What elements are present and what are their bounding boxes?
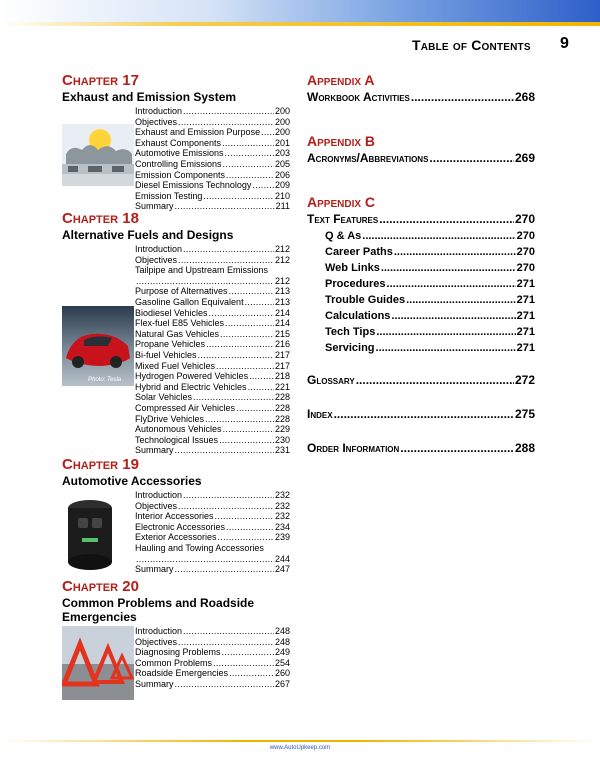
toc-entry[interactable]: [135, 117, 290, 128]
entry-title: Calculations: [325, 310, 391, 322]
dot-leader: [218, 532, 274, 543]
entry-page: 221: [274, 381, 290, 392]
photo-credit: Photo: Tesla: [88, 377, 122, 383]
entry-title: Text Features: [307, 212, 379, 226]
toc-entry[interactable]: [307, 406, 535, 423]
toc-entry[interactable]: [135, 522, 290, 533]
entry-title: Introduction: [135, 626, 183, 636]
dot-leader: [203, 191, 274, 202]
dot-leader: [394, 244, 516, 260]
appendix-a: [307, 72, 535, 106]
dot-leader: [178, 501, 274, 512]
dot-leader: [225, 148, 274, 159]
toc-entry[interactable]: [135, 414, 290, 425]
chapter-label: Chapter 17: [62, 72, 139, 89]
entry-title: Technological Issues: [135, 434, 219, 445]
chapter-19-entries: [135, 490, 290, 575]
entry-title: Mixed Fuel Vehicles: [135, 360, 216, 371]
dot-leader: [261, 127, 274, 138]
entry-title: Exhaust Components: [135, 137, 222, 148]
toc-entry[interactable]: [135, 170, 290, 181]
dot-leader: [381, 260, 516, 276]
entry-title: Q & As: [325, 230, 362, 242]
entry-title: Autonomous Vehicles: [135, 424, 222, 435]
entry-title: Summary: [135, 564, 174, 575]
entry-title: Hauling and Towing Accessories: [135, 542, 264, 553]
toc-entry[interactable]: [135, 424, 290, 435]
entry-title: Compressed Air Vehicles: [135, 402, 236, 413]
entry-page: 244: [274, 553, 290, 564]
dot-leader: [183, 244, 274, 255]
dot-leader: [249, 371, 274, 382]
entry-title: Procedures: [325, 278, 386, 290]
toc-entry[interactable]: [135, 626, 290, 637]
entry-title: Exterior Accessories: [135, 532, 217, 543]
entry-title: Common Problems: [135, 657, 213, 668]
header-band: [0, 0, 600, 22]
toc-entry[interactable]: [135, 403, 290, 414]
dot-leader: [222, 647, 274, 658]
entry-page: 275: [514, 407, 535, 421]
entry-page: 214: [274, 318, 290, 329]
entry-title: Career Paths: [325, 246, 393, 258]
toc-entry[interactable]: [135, 297, 290, 308]
entry-page: 268: [514, 90, 535, 104]
dot-leader: [198, 350, 274, 361]
entry-page: 239: [274, 532, 290, 543]
dot-leader: [205, 414, 274, 425]
toc-subentry[interactable]: [325, 244, 535, 260]
entry-page: 232: [274, 500, 290, 511]
toc-entry[interactable]: [135, 490, 290, 501]
entry-title: Gasoline Gallon Equivalent: [135, 296, 244, 307]
toc-entry[interactable]: [307, 372, 535, 389]
dot-leader: [209, 308, 274, 319]
entry-title: Summary: [135, 445, 174, 456]
toc-entry[interactable]: [135, 265, 290, 286]
toc-entry[interactable]: [135, 329, 290, 340]
entry-page: 271: [516, 278, 535, 290]
text-features-list: [307, 228, 535, 356]
toc-entry[interactable]: [135, 361, 290, 372]
entry-title: Tech Tips: [325, 326, 376, 338]
dot-leader: [222, 138, 274, 149]
appendix-label: Appendix B: [307, 133, 376, 149]
entry-page: 234: [274, 521, 290, 532]
toc-entry[interactable]: [135, 371, 290, 382]
toc-entry[interactable]: [135, 255, 290, 266]
chapter-17: [62, 72, 292, 210]
dot-leader: [226, 522, 274, 533]
entry-title: Introduction: [135, 244, 183, 254]
appendices-column: [307, 72, 535, 474]
dot-leader: [178, 637, 274, 648]
entry-page: 247: [274, 564, 290, 575]
dot-leader: [178, 117, 274, 128]
dot-leader: [226, 170, 274, 181]
toc-entry[interactable]: [135, 679, 290, 690]
back-matter-list: [307, 372, 535, 457]
entry-page: 254: [274, 657, 290, 668]
entry-page: 203: [274, 148, 290, 159]
entry-page: 205: [274, 158, 290, 169]
dot-leader: [400, 440, 514, 457]
header-rule: [0, 22, 600, 26]
entry-title: Summary: [135, 201, 174, 212]
car-icon: [62, 306, 134, 386]
entry-page: 209: [274, 180, 290, 191]
entry-title: Objectives: [135, 116, 178, 127]
entry-page: 249: [274, 647, 290, 658]
entry-title: Automotive Emissions: [135, 148, 224, 159]
dot-leader: [248, 382, 274, 393]
dot-leader: [136, 554, 274, 565]
entry-page: 271: [516, 342, 535, 354]
entry-leader-line: [135, 554, 290, 565]
toc-entry[interactable]: [135, 564, 290, 575]
entry-title: Introduction: [135, 106, 183, 116]
entry-title: Glossary: [307, 373, 355, 387]
entry-page: 200: [274, 106, 290, 116]
entry-title: Exhaust and Emission Purpose: [135, 127, 261, 138]
dot-leader: [229, 286, 274, 297]
entry-page: 270: [516, 262, 535, 274]
entry-page: 213: [274, 296, 290, 307]
entry-title: Acronyms/Abbreviations: [307, 151, 429, 165]
dot-leader: [175, 679, 274, 690]
entry-title: Order Information: [307, 441, 400, 455]
entry-title: Emission Components: [135, 169, 226, 180]
appendix-c: [307, 194, 535, 356]
entry-title: Controlling Emissions: [135, 158, 222, 169]
chapters-column: [62, 72, 292, 690]
entry-page: 232: [274, 490, 290, 500]
entry-page: 272: [514, 373, 535, 387]
toc-entry[interactable]: [135, 501, 290, 512]
footer-url[interactable]: www.AutoUpkeep.com: [269, 745, 331, 751]
entry-page: 269: [514, 151, 535, 165]
red-car-image: [62, 306, 134, 386]
entry-title: Objectives: [135, 636, 178, 647]
toc-entry[interactable]: [307, 440, 535, 457]
dot-leader: [183, 490, 274, 501]
chapter-20: [62, 578, 292, 690]
toc-entry[interactable]: [135, 159, 290, 170]
dot-leader: [193, 392, 274, 403]
entry-title: Diagnosing Problems: [135, 647, 221, 658]
dot-leader: [216, 361, 274, 372]
entry-page: 229: [274, 424, 290, 435]
toc-entry[interactable]: [135, 308, 290, 319]
dot-leader: [236, 403, 274, 414]
entry-page: 231: [274, 445, 290, 456]
entry-page: 267: [274, 678, 290, 689]
entry-page: 214: [274, 307, 290, 318]
dot-leader: [219, 435, 274, 446]
dot-leader: [334, 406, 514, 423]
entry-page: 217: [274, 349, 290, 360]
dot-leader: [183, 106, 274, 117]
entry-page: 230: [274, 434, 290, 445]
toc-subentry[interactable]: [325, 324, 535, 340]
chapter-title: Alternative Fuels and Designs: [62, 228, 234, 242]
entry-page: 270: [514, 212, 535, 226]
entry-page: 248: [274, 626, 290, 636]
appendix-label: Appendix C: [307, 194, 376, 210]
entry-title: Web Links: [325, 262, 380, 274]
entry-title: FlyDrive Vehicles: [135, 413, 205, 424]
entry-page: 213: [274, 286, 290, 297]
toc-entry[interactable]: [135, 445, 290, 456]
warning-triangles-image: [62, 626, 134, 700]
entry-title: Propane Vehicles: [135, 339, 206, 350]
chapter-19: [62, 456, 292, 578]
entry-page: 270: [516, 230, 535, 242]
toc-entry[interactable]: [307, 89, 535, 106]
entry-page: 232: [274, 511, 290, 522]
entry-title: Natural Gas Vehicles: [135, 328, 220, 339]
toc-subentry[interactable]: [325, 340, 535, 356]
dot-leader: [215, 511, 274, 522]
toc-entry[interactable]: [135, 318, 290, 329]
entry-page: 211: [275, 201, 290, 212]
dot-leader: [178, 255, 274, 266]
dot-leader: [252, 180, 274, 191]
toc-subentry[interactable]: [325, 292, 535, 308]
toc-entry[interactable]: [135, 637, 290, 648]
chapter-18-entries: [135, 244, 290, 456]
chapter-label: Chapter 18: [62, 210, 139, 227]
dot-leader: [175, 564, 274, 575]
entry-title: Flex-fuel E85 Vehicles: [135, 318, 225, 329]
entry-title: Biodiesel Vehicles: [135, 307, 208, 318]
dot-leader: [406, 292, 516, 308]
toc-entry[interactable]: [307, 211, 535, 228]
dot-leader: [183, 626, 274, 637]
toc-entry[interactable]: [135, 191, 290, 202]
dot-leader: [387, 276, 516, 292]
toc-entry[interactable]: [135, 543, 290, 564]
toc-subentry[interactable]: [325, 308, 535, 324]
dot-leader: [220, 329, 274, 340]
entry-title: Servicing: [325, 342, 375, 354]
chapter-17-entries: [135, 106, 290, 212]
toc-entry[interactable]: [135, 180, 290, 191]
dot-leader: [376, 324, 515, 340]
dot-leader: [213, 658, 274, 669]
power-inverter-image: [62, 498, 118, 574]
entry-title: Solar Vehicles: [135, 392, 193, 403]
toc-entry[interactable]: [135, 392, 290, 403]
chapter-title: Automotive Accessories: [62, 474, 202, 488]
emission-diagram-image: [62, 124, 134, 186]
dot-leader: [136, 276, 274, 287]
entry-title: Interior Accessories: [135, 511, 214, 522]
entry-page: 201: [274, 137, 290, 148]
dot-leader: [391, 308, 515, 324]
entry-title: Introduction: [135, 490, 183, 500]
appendix-b: [307, 133, 535, 167]
dot-leader: [245, 297, 274, 308]
page-title: Table of Contents: [412, 37, 531, 53]
footer-rule: [0, 740, 600, 742]
toc-subentry[interactable]: [325, 228, 535, 244]
toc-entry[interactable]: [307, 150, 535, 167]
chapter-title: Common Problems and Roadside Emergencies: [62, 596, 255, 624]
toc-subentry[interactable]: [325, 260, 535, 276]
toc-entry[interactable]: [135, 127, 290, 138]
dot-leader: [356, 372, 514, 389]
toc-subentry[interactable]: [325, 276, 535, 292]
toc-entry[interactable]: [135, 658, 290, 669]
page-number: 9: [560, 35, 569, 52]
toc-entry[interactable]: [135, 350, 290, 361]
entry-page: 260: [274, 668, 290, 679]
entry-page: 271: [516, 326, 535, 338]
entry-page: 248: [274, 636, 290, 647]
entry-title: Roadside Emergencies: [135, 668, 229, 679]
entry-page: 288: [514, 441, 535, 455]
entry-title: Purpose of Alternatives: [135, 286, 228, 297]
entry-title: Tailpipe and Upstream Emissions: [135, 265, 269, 276]
entry-title: Electronic Accessories: [135, 521, 226, 532]
entry-title: Summary: [135, 678, 174, 689]
dot-leader: [225, 318, 274, 329]
toc-entry[interactable]: [135, 244, 290, 255]
toc-entry[interactable]: [135, 511, 290, 522]
dot-leader: [229, 668, 274, 679]
entry-page: 218: [274, 371, 290, 382]
entry-title: Index: [307, 407, 333, 421]
entry-page: 217: [274, 360, 290, 371]
chapter-20-entries: [135, 626, 290, 690]
toc-entry[interactable]: [135, 647, 290, 658]
toc-entry[interactable]: [135, 668, 290, 679]
entry-page: 215: [274, 328, 290, 339]
entry-title: Trouble Guides: [325, 294, 406, 306]
entry-page: 228: [274, 413, 290, 424]
entry-page: 206: [274, 169, 290, 180]
entry-page: 228: [274, 402, 290, 413]
dot-leader: [376, 340, 516, 356]
dot-leader: [362, 228, 515, 244]
entry-page: 271: [516, 294, 535, 306]
toc-entry[interactable]: [135, 435, 290, 446]
toc-entry[interactable]: [135, 382, 290, 393]
chapter-label: Chapter 20: [62, 578, 139, 595]
toc-entry[interactable]: [135, 532, 290, 543]
entry-title: Diesel Emissions Technology: [135, 180, 252, 191]
entry-page: 228: [274, 392, 290, 403]
chapter-label: Chapter 19: [62, 456, 139, 473]
dot-leader: [206, 339, 274, 350]
chapter-title: Exhaust and Emission System: [62, 90, 237, 104]
entry-page: 200: [274, 116, 290, 127]
entry-title: Objectives: [135, 254, 178, 265]
entry-page: 212: [274, 275, 290, 286]
entry-title: Emission Testing: [135, 190, 203, 201]
entry-title: Objectives: [135, 500, 178, 511]
appendix-label: Appendix A: [307, 72, 375, 88]
entry-page: 212: [274, 244, 290, 254]
entry-page: 271: [516, 310, 535, 322]
entry-page: 270: [516, 246, 535, 258]
toc-entry[interactable]: [135, 106, 290, 117]
entry-page: 212: [274, 254, 290, 265]
dot-leader: [223, 424, 274, 435]
entry-page: 210: [274, 190, 290, 201]
toc-entry[interactable]: [135, 286, 290, 297]
entry-page: 216: [274, 339, 290, 350]
entry-title: Bi-fuel Vehicles: [135, 349, 197, 360]
entry-leader-line: [135, 276, 290, 287]
entry-title: Hybrid and Electric Vehicles: [135, 381, 247, 392]
toc-entry[interactable]: [135, 138, 290, 149]
dot-leader: [175, 445, 274, 456]
toc-entry[interactable]: [135, 339, 290, 350]
entry-page: 200: [274, 127, 290, 138]
dot-leader: [223, 159, 274, 170]
entry-title: Hydrogen Powered Vehicles: [135, 371, 249, 382]
toc-entry[interactable]: [135, 148, 290, 159]
entry-title: Workbook Activities: [307, 90, 410, 104]
chapter-18: [62, 210, 292, 456]
